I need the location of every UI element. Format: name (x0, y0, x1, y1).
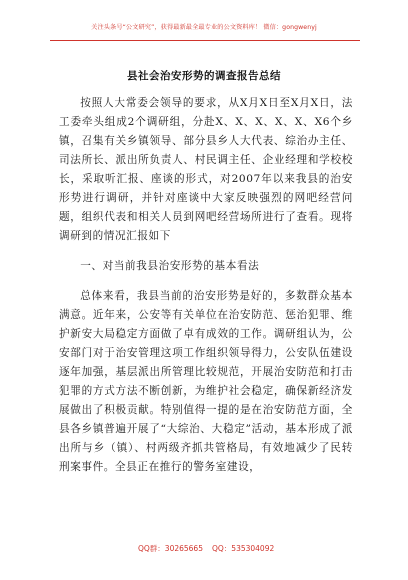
footer-qq-number: QQ：535304092 (212, 544, 275, 553)
intro-paragraph: 按照人大常委会领导的要求，从X月X日至X月X日，法工委牵头组成2个调研组，分赴X、X、X、X、X、X6个乡镇，召集有关乡镇领导、部分县乡人大代表、综治办主任、司法所长、派出所负责人、村民调主任、企业经理和学校校长，采取听汇报、座谈的形式，对2007年以来我县的治安形势进行调研，并针对座谈中大家反映强烈的网吧经营问题，组织代表和相关人员到网吧经营场所进行了查看。现将调研到的情况汇报如下 (59, 97, 353, 242)
body-paragraph: 总体来看，我县当前的治安形势是好的，多数群众基本满意。近年来，公安等有关单位在治安防范、惩治犯罪、维护新安大局稳定方面做了卓有成效的工作。调研组认为，公安部门对于治安管理这项工作组织领导得力，公安队伍建设逐年加强，基层派出所管理比较规范，开展治安防范和打击犯罪的方式方法不断创新，为维护社会稳定，确保新经济发展做出了积极贡献。特别值得一提的是在治安防范方面，全县各乡镇普遍开展了“大综治、大稳定”活动，基本形成了派出所与乡（镇）、村两级齐抓共管格局，有效地减少了民转刑案事件。全县正在推行的警务室建设， (59, 290, 353, 473)
footer-qq-group: QQ群：30265665 (138, 544, 203, 553)
section-heading: 一、对当前我县治安形势的基本看法 (80, 260, 260, 272)
document-title: 县社会治安形势的调查报告总结 (127, 70, 281, 82)
header-divider (50, 40, 360, 41)
header-promo-note: 关注头条号“公文研究”，获得最新最全最专业的公文资料库！ 微信：gongwenyj (91, 24, 317, 31)
document-body (59, 94, 353, 477)
